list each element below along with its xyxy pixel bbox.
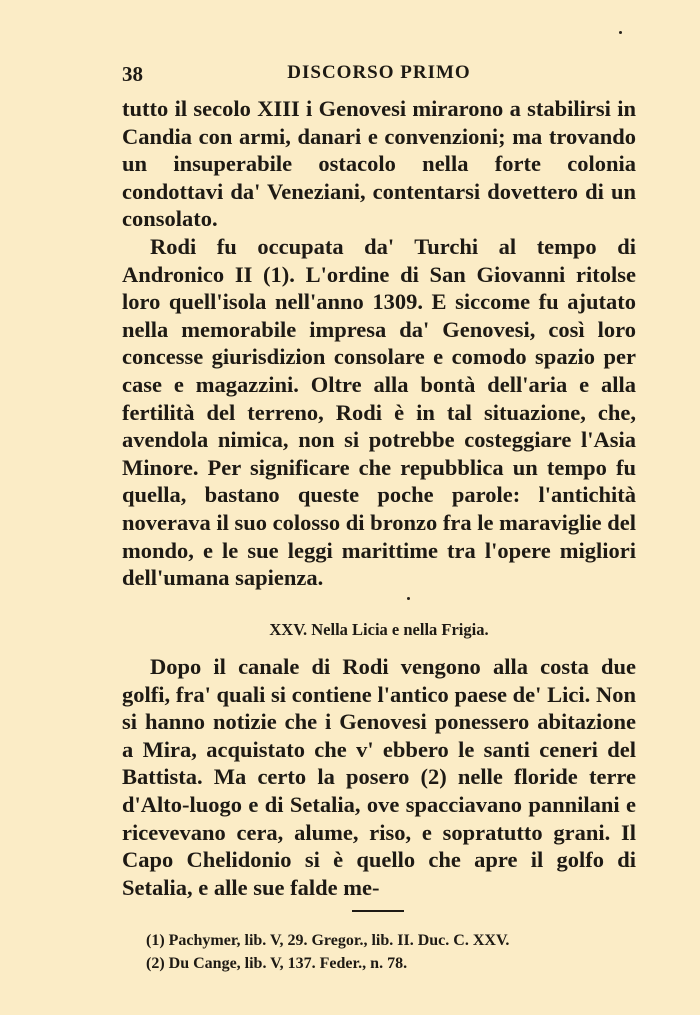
paragraph-licia: Dopo il canale di Rodi vengono alla costa due golfi, fra' quali si contiene l'antico paese de' Lici. Non si hanno notizie che i Genovesi ponessero abitazione a Mira, acquistato che v' ebbero le santi ceneri del Battista. Ma certo la posero (2) nelle floride terre d'Alto-luogo e di Setalia, ove spacciavano pannilani e ricevevano cera, alume, riso, e sopratutto grani. Il Capo Chelidonio si è quello che apre il golfo di Setalia, e alle sue falde me- (122, 654, 636, 900)
paper-speck (619, 31, 622, 34)
paragraph-candia: tutto il secolo XIII i Genovesi mirarono a stabilirsi in Candia con armi, danari e convenzioni; ma trovando un insuperabile ostacolo nella forte colonia condottavi da' Veneziani, contentarsi dovettero di un consolato. (122, 96, 636, 232)
section-title: XXV. Nella Licia e nella Frigia. (269, 620, 489, 639)
page-header (122, 62, 636, 92)
footnote-1: (1) Pachymer, lib. V, 29. Gregor., lib. II. Duc. C. XXV. (146, 932, 510, 949)
footnotes (146, 929, 636, 975)
footnote-rule (352, 910, 404, 912)
footnote-2: (2) Du Cange, lib. V, 137. Feder., n. 78. (146, 955, 408, 972)
paragraph-rodi: Rodi fu occupata da' Turchi al tempo di Andronico II (1). L'ordine di San Giovanni ritolse loro quell'isola nell'anno 1309. E siccome fu ajutato nella memorabile impresa da' Genovesi, così loro concesse giurisdizion consolare e comodo spazio per case e magazzini. Oltre alla bontà dell'aria e alla fertilità del terreno, Rodi è in tal situazione, che, avendola nimica, non si potrebbe costeggiare l'Asia Minore. Per significare che repubblica un tempo fu quella, bastano queste poche parole: l'antichità noverava il suo colosso di bronzo fra le maraviglie del mondo, e le sue leggi marittime tra l'opere migliori dell'umana sapienza. (122, 233, 636, 591)
text-block-bottom (122, 653, 636, 901)
page-number: 38 (122, 62, 143, 86)
text-block-top (122, 95, 636, 592)
running-head: DISCORSO PRIMO (287, 62, 471, 83)
paper-speck (407, 597, 410, 600)
